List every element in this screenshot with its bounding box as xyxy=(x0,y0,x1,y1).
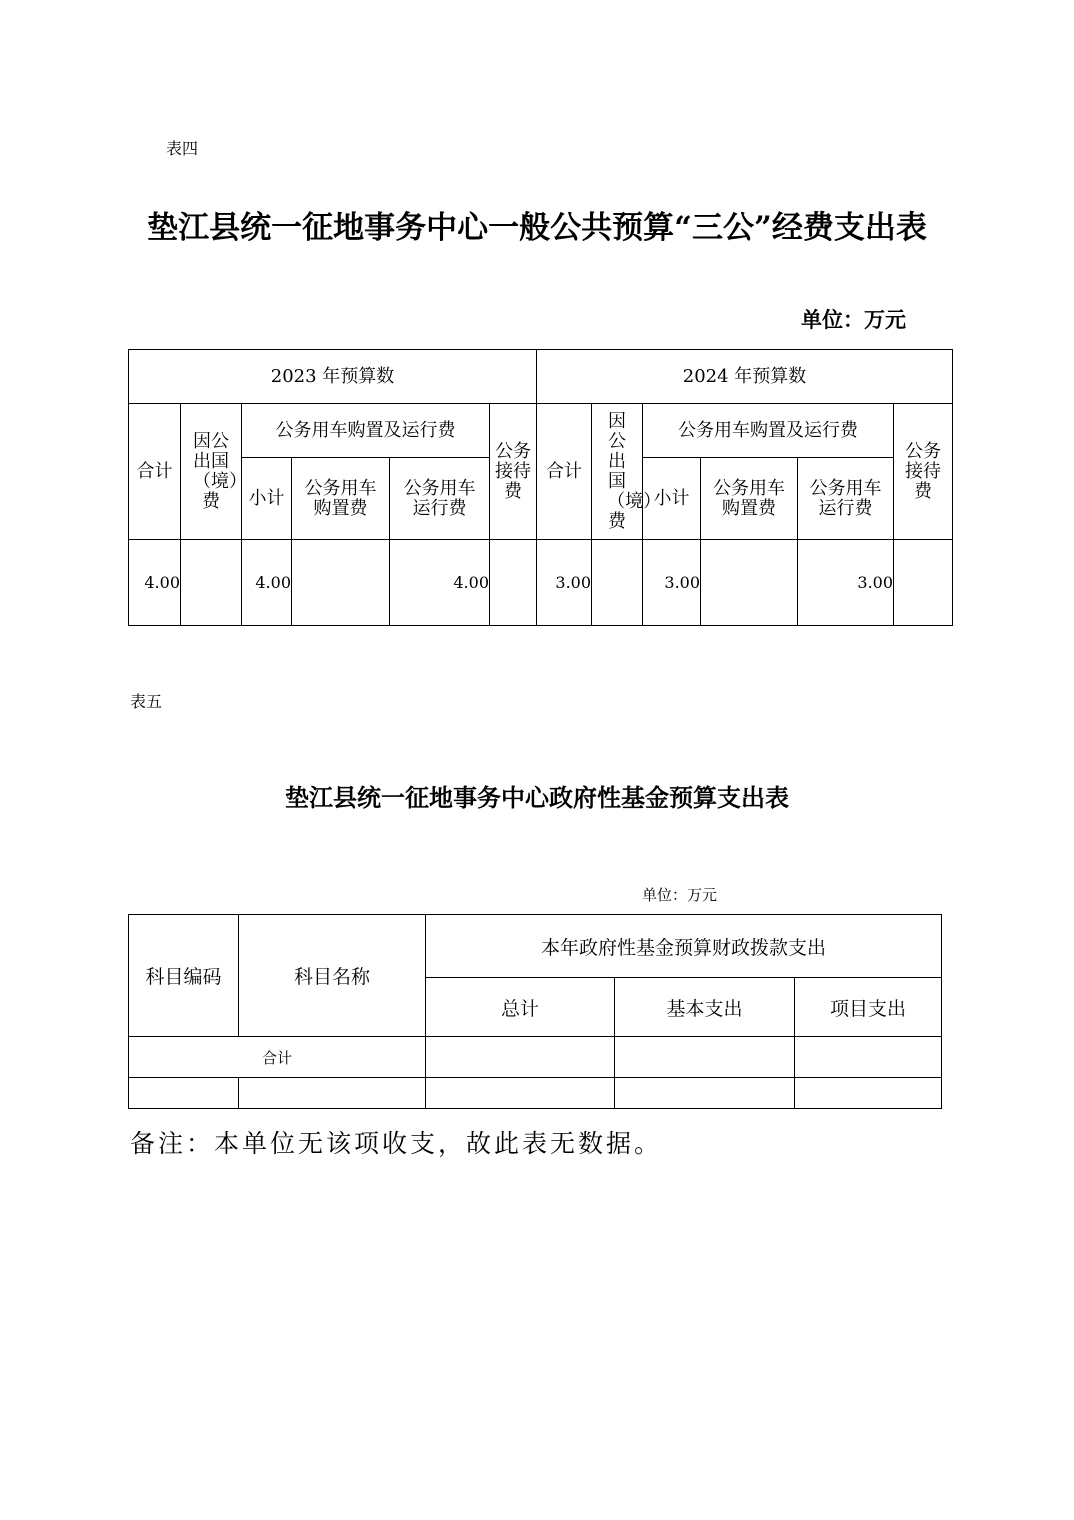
subtotal-header-2023: 小计 xyxy=(242,458,292,540)
table4-title: 垫江县统一征地事务中心一般公共预算“三公”经费支出表 xyxy=(147,210,927,246)
basic-expense-header: 基本支出 xyxy=(615,978,795,1037)
total-row-cell xyxy=(615,1037,795,1078)
overseas-2023 xyxy=(181,540,242,626)
purchase-2024 xyxy=(701,540,798,626)
total-row-cell xyxy=(426,1037,615,1078)
year-2024-header: 2024 年预算数 xyxy=(537,350,953,404)
table5-note: 备注：本单位无该项收支，故此表无数据。 xyxy=(130,1129,663,1158)
operation-2024: 3.00 xyxy=(798,540,894,626)
empty-cell xyxy=(795,1078,942,1109)
subtotal-2024: 3.00 xyxy=(643,540,701,626)
vehicle-group-header-2023: 公务用车购置及运行费 xyxy=(242,404,490,458)
total-header-2024: 合计 xyxy=(537,404,592,540)
table5-label: 表五 xyxy=(130,692,163,711)
government-fund-table xyxy=(128,914,942,1109)
fund-group-header: 本年政府性基金预算财政拨款支出 xyxy=(426,915,942,978)
total-header: 总计 xyxy=(426,978,615,1037)
total-header-2023: 合计 xyxy=(129,404,181,540)
overseas-header-2023: 因公出国（境）费 xyxy=(181,404,242,540)
overseas-header-2024: 因公出国（境）费 xyxy=(592,404,643,540)
total-2023: 4.00 xyxy=(129,540,181,626)
reception-header-2023: 公务接待费 xyxy=(490,404,537,540)
empty-cell xyxy=(426,1078,615,1109)
table5-unit: 单位：万元 xyxy=(642,886,718,904)
table4-unit: 单位：万元 xyxy=(801,307,906,332)
operation-header-2023: 公务用车运行费 xyxy=(390,458,490,540)
empty-cell xyxy=(129,1078,239,1109)
total-row-label: 合计 xyxy=(129,1037,426,1078)
operation-2023: 4.00 xyxy=(390,540,490,626)
reception-header-2024: 公务接待费 xyxy=(894,404,953,540)
operation-header-2024: 公务用车运行费 xyxy=(798,458,894,540)
reception-2023 xyxy=(490,540,537,626)
subtotal-header-2024: 小计 xyxy=(643,458,701,540)
subtotal-2023: 4.00 xyxy=(242,540,292,626)
overseas-2024 xyxy=(592,540,643,626)
empty-cell xyxy=(615,1078,795,1109)
subject-name-header: 科目名称 xyxy=(239,915,426,1037)
purchase-header-2023: 公务用车购置费 xyxy=(292,458,390,540)
year-2023-header: 2023 年预算数 xyxy=(129,350,537,404)
empty-cell xyxy=(239,1078,426,1109)
total-2024: 3.00 xyxy=(537,540,592,626)
purchase-2023 xyxy=(292,540,390,626)
purchase-header-2024: 公务用车购置费 xyxy=(701,458,798,540)
subject-code-header: 科目编码 xyxy=(129,915,239,1037)
total-row-cell xyxy=(795,1037,942,1078)
three-public-expense-table xyxy=(128,349,953,626)
project-expense-header: 项目支出 xyxy=(795,978,942,1037)
table5-title: 垫江县统一征地事务中心政府性基金预算支出表 xyxy=(285,783,789,812)
vehicle-group-header-2024: 公务用车购置及运行费 xyxy=(643,404,894,458)
reception-2024 xyxy=(894,540,953,626)
table4-label: 表四 xyxy=(166,139,199,158)
